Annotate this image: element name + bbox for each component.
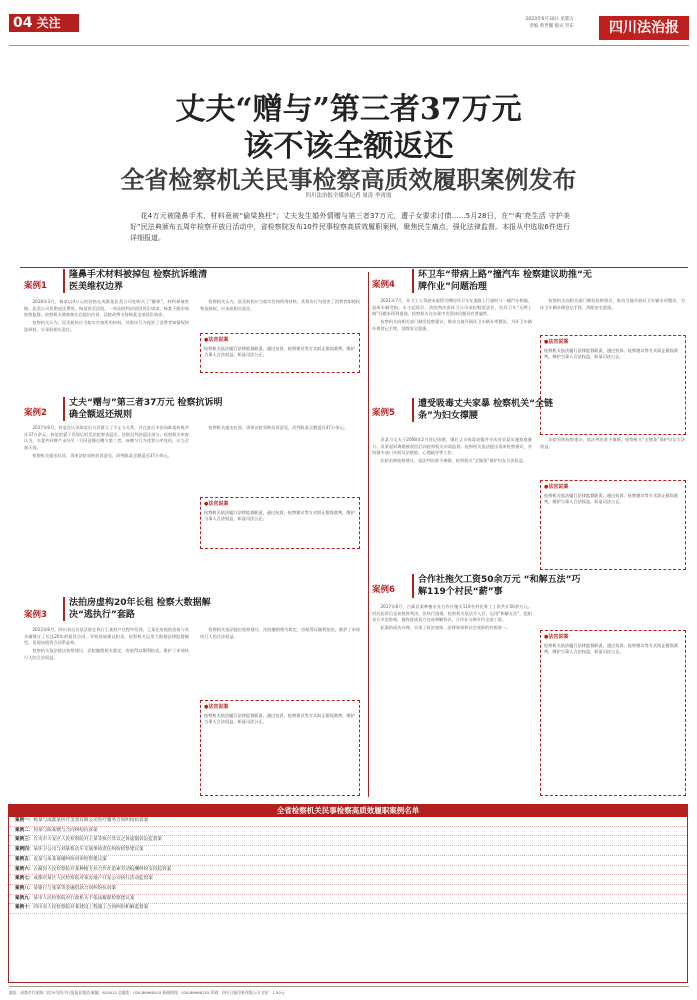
case5-tag: 案例5 (372, 408, 395, 418)
case-list-row-text: 杨某与成都某医疗美容有限公司医疗服务合同纠纷抗诉案 (33, 818, 149, 823)
case6-tag: 案例6 (372, 585, 395, 595)
headline-line2: 该不该全额返还 (243, 129, 454, 164)
case-list-row-label: 案例九： (15, 895, 34, 901)
case-list-row-label: 案例五： (15, 856, 34, 862)
case-list-row (9, 895, 687, 905)
newspaper-logo: 四川法治报 (599, 16, 689, 40)
case2-tag: 案例2 (24, 408, 47, 418)
case-list-row (9, 836, 687, 846)
case5-title: 遭受吸毒丈夫家暴 检察机关“全链条”为妇女撑腰 (412, 398, 572, 422)
divider (20, 267, 688, 268)
case1-body: 2018年3月，杨某以4万元的价格在成都某医美公司处购买了“膨体”，材料却被更换。医美公司拒绝退还费用，杨某诉至法院。一审法院判决驳回诉讼请求，杨某不服申请检察监督。检察机关调查核实后提出抗诉，法院改判支持杨某全部诉讼请求。 检察机关认为，医美机构应当如实告知所用材料，其欺诈行为侵害了消费者知情权和选择权，应承担相应责任。 (24, 299, 189, 332)
headline-subtitle: 全省检察机关民事检察高质效履职案例发布 (120, 165, 577, 194)
column-divider (368, 272, 369, 797)
case-list-row-text: 某环卫公司与刘某机动车交通事故责任纠纷检察建议案 (33, 847, 144, 853)
case3-title: 法拍房虚构20年长租 检察大数据解决“逃执行”套路 (63, 597, 223, 621)
case2-title: 丈夫“赠与”第三者37万元 检察抗诉明确全额返还规则 (63, 397, 223, 421)
case3-prosecutor-note: ●法官说案 检察机关依法履行法律监督职责，通过抗诉、检察建议等方式纠正错误裁判，维护当事人合法权益，彰显司法公正。 (200, 700, 360, 796)
case-list-row-label: 案例六： (15, 866, 34, 872)
case-list-row (9, 846, 687, 856)
headline-line1: 丈夫“赠与”第三者37万元 (175, 92, 522, 127)
case-list-row-label: 案例十： (15, 905, 34, 911)
case4-prosecutor-note: ●法官说案 检察机关依法履行法律监督职责，通过抗诉、检察建议等方式纠正错误裁判，维护当事人合法权益，彰显司法公正。 (540, 335, 686, 435)
case5-body: 袁某与丈夫于2008年2月登记结婚，婚后丈夫吸毒成瘾并多次对袁某实施家庭暴力。袁某起诉离婚被驳回后向检察机关申请监督。检察机关依法提出再审检察建议，并协调多部门开展司法救助、心理疏导等工作。 法院采纳检察建议，依法判决准予离婚，检察机关“全链条”保护妇女合法权益。 (372, 437, 532, 464)
case4-body: 2021年7月，环卫工人驾驶未取得号牌的环卫车在道路上行驶时与一辆汽车相撞，造成车辆受损。车主起诉后，法院判决由环卫公司承担赔偿责任，但环卫车“无牌上路”问题未得到重视。检察机关在办案中发现该问题具有普遍性。 检察机关向相关部门制发检察建议，推动当地开展环卫车辆专项整治，为环卫车辆办理登记手续，消除安全隐患。 (372, 298, 532, 331)
case-list-row-label: 案例四： (15, 847, 34, 853)
case-list-row-text: 袁某与朱某离婚纠纷再审检察建议案 (33, 856, 107, 862)
header-info: 2023年6月30日 星期五 责编 黄世馨 版式 罗东 (525, 17, 574, 29)
case-list-row-text: 成都市某区人民检察院对某房地产开发公司执行活动监督案 (33, 876, 153, 882)
case-list-row-text: 四川省人民检察院对某建设工程施工合同纠纷和解监督案 (33, 905, 149, 911)
case6-prosecutor-note: ●法官说案 检察机关依法履行法律监督职责，通过抗诉、检察建议等方式纠正错误裁判，维护当事人合法权益，彰显司法公正。 (540, 630, 686, 796)
case-list-row-text: 某市人民检察院对行政机关不依法履职检察建议案 (33, 895, 135, 901)
case2-body: 2017年8月，何某在认识陈某后与其建立了不正当关系，并在此后多次向陈某转账共计37万余元。何某的妻子发现后诉至法院要求返还，法院仅判决返还部分。检察机关审查认为，夫妻共同财产未经另一方同意擅自赠与第三者，该赠与行为违背公序良俗，应当全部无效。 检察机关提出抗诉，再审法院采纳抗诉意见，改判陈某全额返还37万余元。 (24, 425, 189, 458)
case4-tag: 案例4 (372, 280, 395, 290)
page-footer: 地址：成都市红星路二段70号四川日报报业集团 邮编：610012 总编室：028-86968203 新闻热线：028-86968255 印刷：四川日报印务有限公司 定价：1.50元 (9, 986, 689, 996)
case-list-row-label: 案例八： (15, 885, 34, 891)
case-list-row-label: 案例三： (15, 837, 34, 843)
byline: 四川法治报全媒体记者 周涛 李霄霞 (305, 193, 392, 199)
case2-prosecutor-note: ●法官说案 检察机关依法履行法律监督职责，通过抗诉、检察建议等方式纠正错误裁判，维护当事人合法权益，彰显司法公正。 (200, 497, 360, 549)
case3-body-col2: 检察机关依法提出检察建议，法院撤销相关裁定，房屋得以顺利拍卖，维护了申请执行人的合法权益。 (200, 627, 360, 639)
case-list-row-text: 何某与陈某赠与合同纠纷抗诉案 (33, 827, 98, 833)
page-section-label: 04 关注 (9, 14, 79, 32)
case1-prosecutor-note: ●法官说案 检察机关依法履行法律监督职责，通过抗诉、检察建议等方式纠正错误裁判，维护当事人合法权益，彰显司法公正。 (200, 333, 360, 373)
case-list-row (9, 875, 687, 885)
case-list-table (8, 804, 688, 983)
case6-title: 合作社拖欠工资50余万元 “和解五法”巧解119个村民“薪”事 (412, 574, 587, 598)
case4-body-col2: 检察机关向相关部门制发检察建议，推动当地开展环卫车辆专项整治，为环卫车辆办理登记手续，消除安全隐患。 (540, 298, 685, 310)
case-list-rows (9, 817, 687, 914)
case-list-row-label: 案例二： (15, 827, 34, 833)
case5-prosecutor-note: ●法官说案 检察机关依法履行法律监督职责，通过抗诉、检察建议等方式纠正错误裁判，维护当事人合法权益，彰显司法公正。 (540, 480, 686, 570)
case-list-row (9, 817, 687, 827)
case1-body-col2: 检察机关认为，医美机构应当如实告知所用材料，其欺诈行为侵害了消费者知情权和选择权，应承担相应责任。 (200, 299, 360, 311)
case1-title: 隆鼻手术材料被掉包 检察抗诉维清医美维权边界 (63, 269, 213, 293)
case-list-row (9, 904, 687, 914)
case4-title: 环卫车“带病上路”撞汽车 检察建议助推“无牌作业”问题治理 (412, 269, 592, 293)
case6-body: 2017年8月，古蔺县某种植专业合作社拖欠119名村民务工工资共计50余万元。村民起诉后虽获胜诉判决，但执行困难。检察机关依法介入后，运用“和解五法”，组织各方多次协商，最终促成双方达成和解协议，合作社分期支付全部工资。 此案的成功办理，实现了政治效果、法律效果和社会效果的有机统一。 (372, 604, 532, 631)
case-list-row (9, 856, 687, 866)
case-list-row-label: 案例一： (15, 818, 34, 823)
lead-paragraph: 花4万元被隆鼻手术，材料竟被“偷梁换柱”；丈夫发生婚外情赠与第三者37万元，遭子女要求讨债……5月28日，在“‘典’亮生活 守护美好”民法典颁布五周年检察开放日活动中，省检察院发布10件民事检察高质效履职案例，聚焦民生痛点，强化法律监督。本报从中选取6件进行详细报道。 (130, 212, 570, 242)
case2-body-col2: 检察机关提出抗诉，再审法院采纳抗诉意见，改判陈某全额返还37万余元。 (208, 425, 348, 430)
case-list-row-text: 古蔺县人民检察院对某种植专业合作社追索劳动报酬纠纷支持起诉案 (33, 866, 172, 872)
case-list-row (9, 866, 687, 876)
case5-body-col2: 法院采纳检察建议，依法判决准予离婚，检察机关“全链条”保护妇女合法权益。 (540, 437, 685, 449)
case1-tag: 案例1 (24, 281, 47, 291)
case-list-row-text: 自贡市大安区人民检察院对王某等执行异议之诉虚假诉讼监督案 (33, 837, 163, 843)
case-list-row (9, 885, 687, 895)
case-list-row-label: 案例七： (15, 876, 34, 882)
page-header (9, 8, 689, 46)
case3-tag: 案例3 (24, 610, 47, 620)
case-list-row-text: 某银行与张某等金融借款合同纠纷抗诉案 (33, 885, 117, 891)
case-list-title: 全省检察机关民事检察高质效履职案例名单 (9, 805, 687, 817)
case-list-row (9, 827, 687, 837)
case3-body: 2022年8月，四川省自贡某法院在执行王某财产过程中发现，王某在房屋拍卖前与其亲属签订了长达20年的租赁合同，导致房屋难以拍卖。检察机关运用大数据法律监督模型，发现该租赁合同系虚构。 检察机关依法提出检察建议，法院撤销相关裁定，房屋得以顺利拍卖，维护了申请执行人的合法权益。 (24, 627, 189, 660)
